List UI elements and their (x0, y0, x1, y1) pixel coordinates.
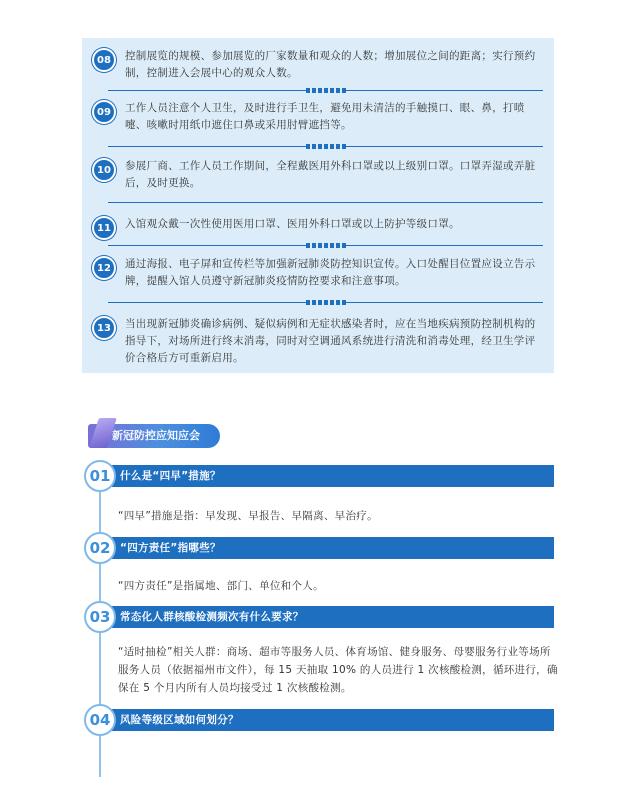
divider (108, 146, 543, 147)
question-number-badge: 04 (84, 704, 116, 736)
item-number-badge: 09 (92, 100, 116, 124)
question-bar (100, 709, 554, 731)
answer-text: “四早”措施是指：早发现、早报告、早隔离、早治疗。 (118, 510, 378, 522)
question-number-badge: 03 (84, 601, 116, 633)
question-number-badge: 02 (84, 532, 116, 564)
divider (108, 202, 543, 203)
question-text: 风险等级区域如何划分？ (120, 714, 239, 726)
measure-text: 工作人员注意个人卫生，及时进行手卫生，避免用未清洁的手触摸口、眼、鼻，打喷嚏、咳嗽时用纸巾遮住口鼻或采用肘臂遮挡等。 (125, 102, 525, 131)
measure-text: 当出现新冠肺炎确诊病例、疑似病例和无症状感染者时，应在当地疾病预防控制机构的指导下，对场所进行终末消毒，同时对空调通风系统进行清洗和消毒处理，经卫生学评价合格后方可重新启用。 (125, 318, 536, 364)
answer-text: “四方责任”是指属地、部门、单位和个人。 (118, 580, 324, 592)
measures-panel (82, 38, 554, 373)
measure-text: 参展厂商、工作人员工作期间，全程戴医用外科口罩或以上级别口罩。口罩弄湿或弄脏后，及时更换。 (125, 160, 536, 189)
item-number-badge: 11 (92, 216, 116, 240)
question-bar (100, 537, 554, 559)
answer-text: “适时抽检”相关人群：商场、超市等服务人员、体育场馆、健身服务、母婴服务行业等场所服务人员（依据福州市文件），每 15 天抽取 10% 的人员进行 1 次核酸检测，循环进行，确保在 5 个月内所有人员均接受过 1 次核酸检测。 (118, 646, 558, 694)
item-number-badge: 10 (92, 158, 116, 182)
measure-text: 通过海报、电子屏和宣传栏等加强新冠肺炎防控知识宣传。入口处醒目位置应设立告示牌，提醒入馆人员遵守新冠肺炎疫情防控要求和注意事项。 (125, 258, 536, 287)
connector-line (99, 630, 101, 710)
divider (108, 302, 543, 303)
question-text: 什么是“四早”措施？ (120, 470, 221, 482)
section-title-text: 新冠防控应知应会 (112, 429, 200, 442)
section-title (88, 424, 220, 448)
question-number-badge: 01 (84, 460, 116, 492)
divider (108, 245, 543, 246)
connector-line (99, 732, 101, 777)
measure-text: 控制展览的规模、参加展览的厂家数量和观众的人数；增加展位之间的距离；实行预约制，控制进入会展中心的观众人数。 (125, 50, 536, 79)
measure-text: 入馆观众戴一次性使用医用口罩、医用外科口罩或以上防护等级口罩。 (125, 218, 460, 230)
item-number-badge: 12 (92, 256, 116, 280)
question-text: 常态化人群核酸检测频次有什么要求？ (120, 611, 304, 623)
item-number-badge: 13 (92, 316, 116, 340)
item-number-badge: 08 (92, 48, 116, 72)
question-text: “四方责任”指哪些？ (120, 542, 221, 554)
divider (108, 90, 543, 91)
question-bar (100, 606, 554, 628)
question-bar (100, 465, 554, 487)
